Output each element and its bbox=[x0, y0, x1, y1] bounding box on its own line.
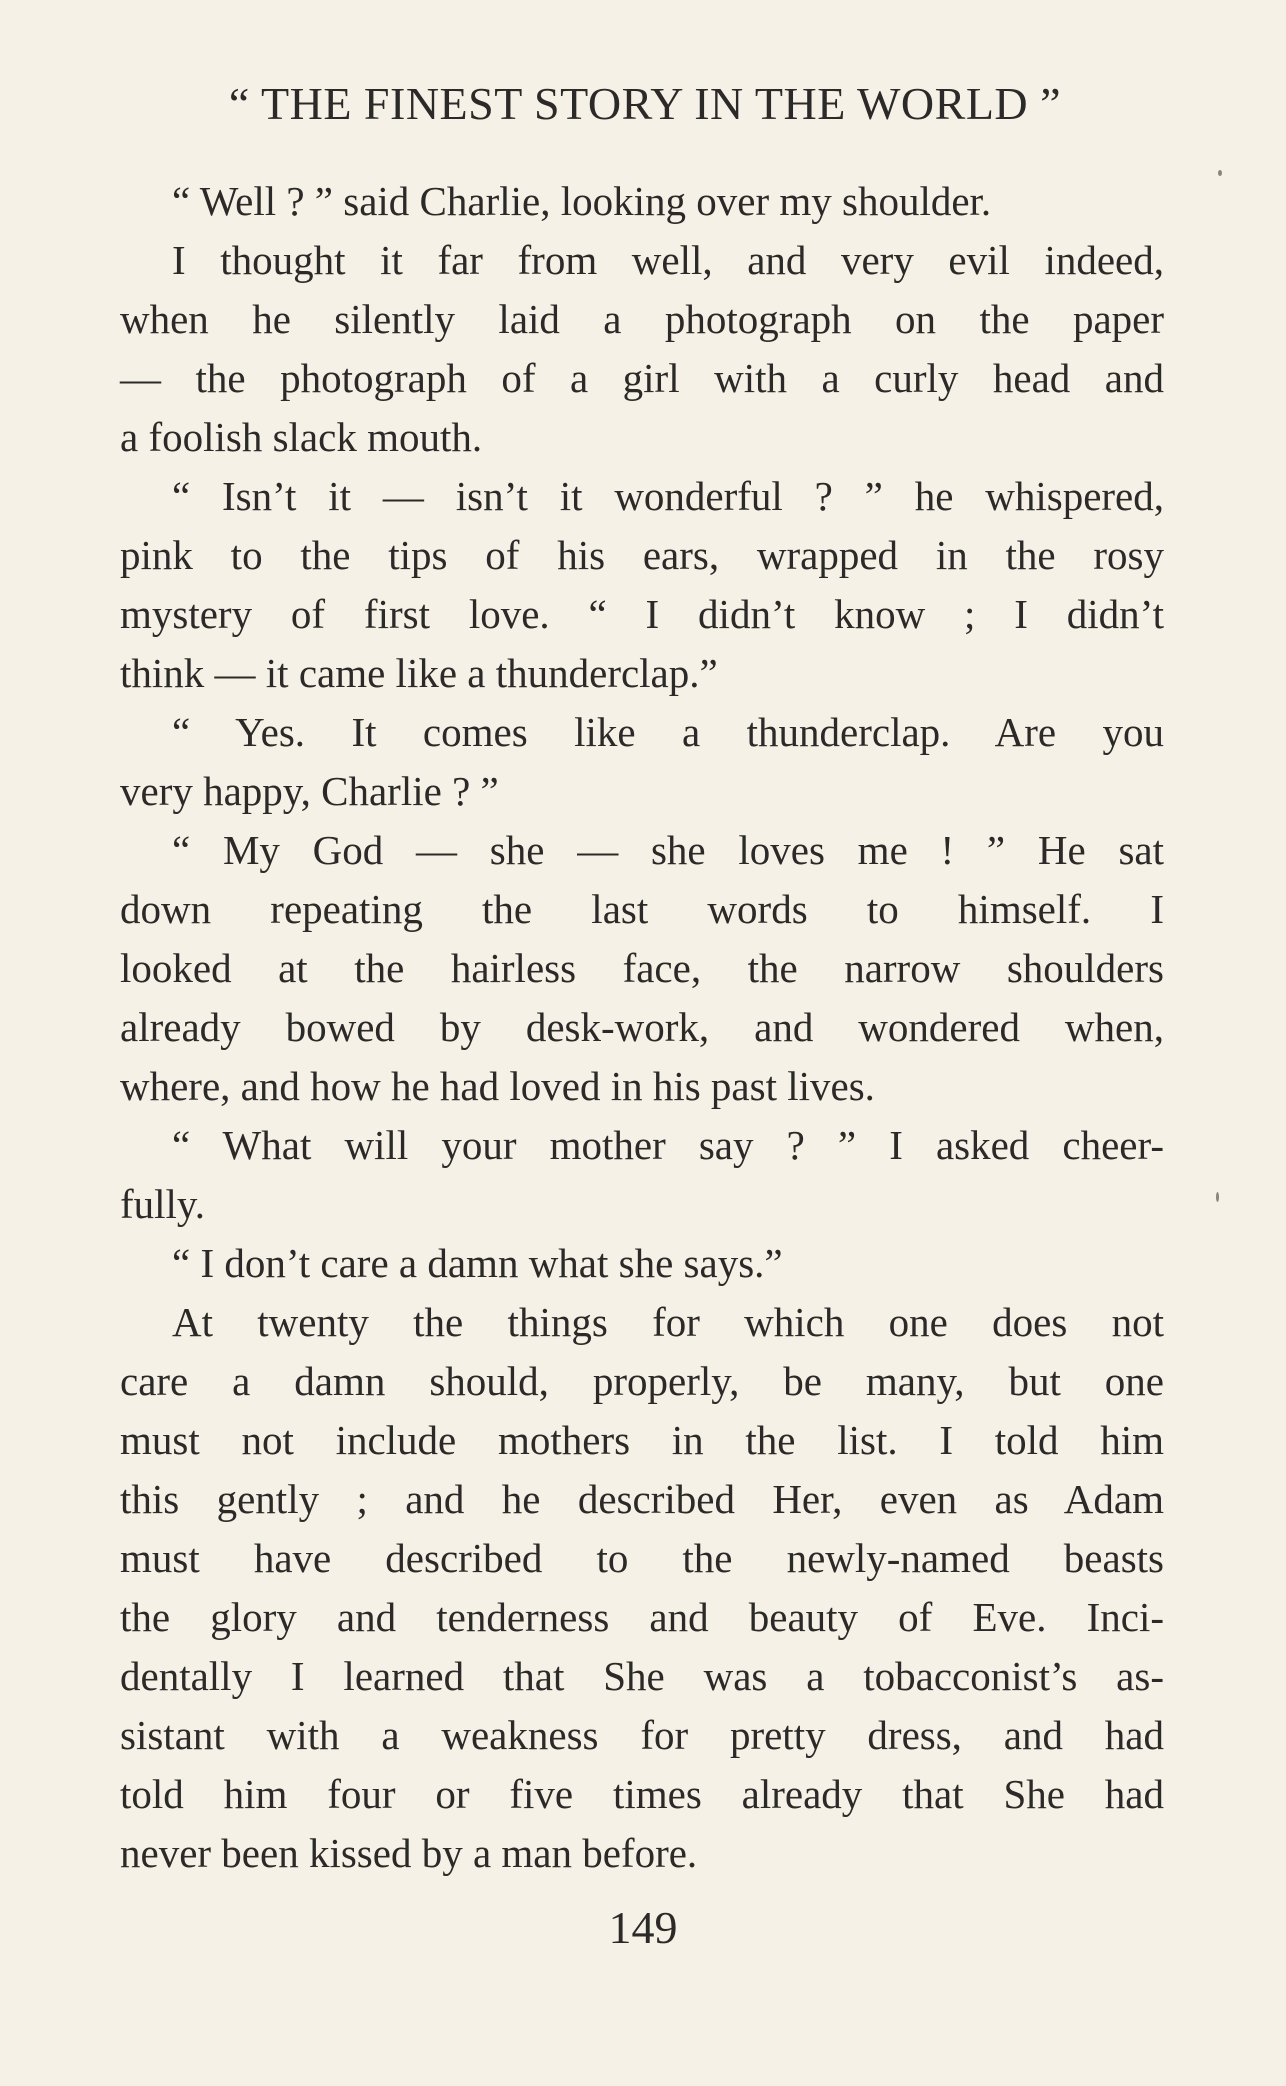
text-line: think — it came like a thunderclap.” bbox=[120, 650, 718, 696]
text-line: “ I don’t care a damn what she says.” bbox=[172, 1240, 783, 1286]
text-line: already bowed by desk-work, and wondered when, bbox=[120, 1004, 1164, 1050]
text-line: “ My God — she — she loves me ! ” He sat bbox=[172, 827, 1164, 873]
text-line: dentally I learned that She was a tobacconist’s as- bbox=[120, 1653, 1164, 1699]
running-head: “ THE FINEST STORY IN THE WORLD ” bbox=[228, 78, 1062, 129]
text-line: must have described to the newly-named beasts bbox=[120, 1535, 1164, 1581]
text-line: very happy, Charlie ? ” bbox=[120, 768, 499, 814]
text-line: never been kissed by a man before. bbox=[120, 1830, 698, 1876]
text-line: pink to the tips of his ears, wrapped in the rosy bbox=[120, 532, 1164, 578]
text-line: fully. bbox=[120, 1181, 206, 1227]
text-line: when he silently laid a photograph on the paper bbox=[120, 296, 1164, 342]
text-line: must not include mothers in the list. I told him bbox=[120, 1417, 1164, 1463]
text-line: “ Isn’t it — isn’t it wonderful ? ” he whispered, bbox=[172, 473, 1164, 519]
paper-speck bbox=[1216, 1192, 1219, 1202]
text-line: mystery of first love. “ I didn’t know ; I didn’t bbox=[120, 591, 1164, 637]
text-line: — the photograph of a girl with a curly head and bbox=[120, 355, 1164, 401]
text-line: care a damn should, properly, be many, but one bbox=[120, 1358, 1164, 1404]
text-line: down repeating the last words to himself. I bbox=[120, 886, 1164, 932]
paper-speck bbox=[1218, 170, 1222, 176]
text-line: “ Yes. It comes like a thunderclap. Are you bbox=[172, 709, 1164, 755]
text-line: this gently ; and he described Her, even as Adam bbox=[120, 1476, 1164, 1522]
text-line: told him four or five times already that She had bbox=[120, 1771, 1164, 1817]
text-line: looked at the hairless face, the narrow shoulders bbox=[120, 945, 1164, 991]
text-line: At twenty the things for which one does not bbox=[172, 1299, 1164, 1345]
text-line: I thought it far from well, and very evil indeed, bbox=[172, 237, 1164, 283]
text-line: where, and how he had loved in his past lives. bbox=[120, 1063, 875, 1109]
page-number: 149 bbox=[608, 1902, 678, 1953]
body-text bbox=[120, 172, 1164, 1883]
text-line: sistant with a weakness for pretty dress, and had bbox=[120, 1712, 1164, 1758]
text-line: “ Well ? ” said Charlie, looking over my shoulder. bbox=[172, 178, 992, 224]
text-line: “ What will your mother say ? ” I asked cheer- bbox=[172, 1122, 1164, 1168]
text-line: the glory and tenderness and beauty of Eve. Inci- bbox=[120, 1594, 1164, 1640]
text-line: a foolish slack mouth. bbox=[120, 414, 483, 460]
